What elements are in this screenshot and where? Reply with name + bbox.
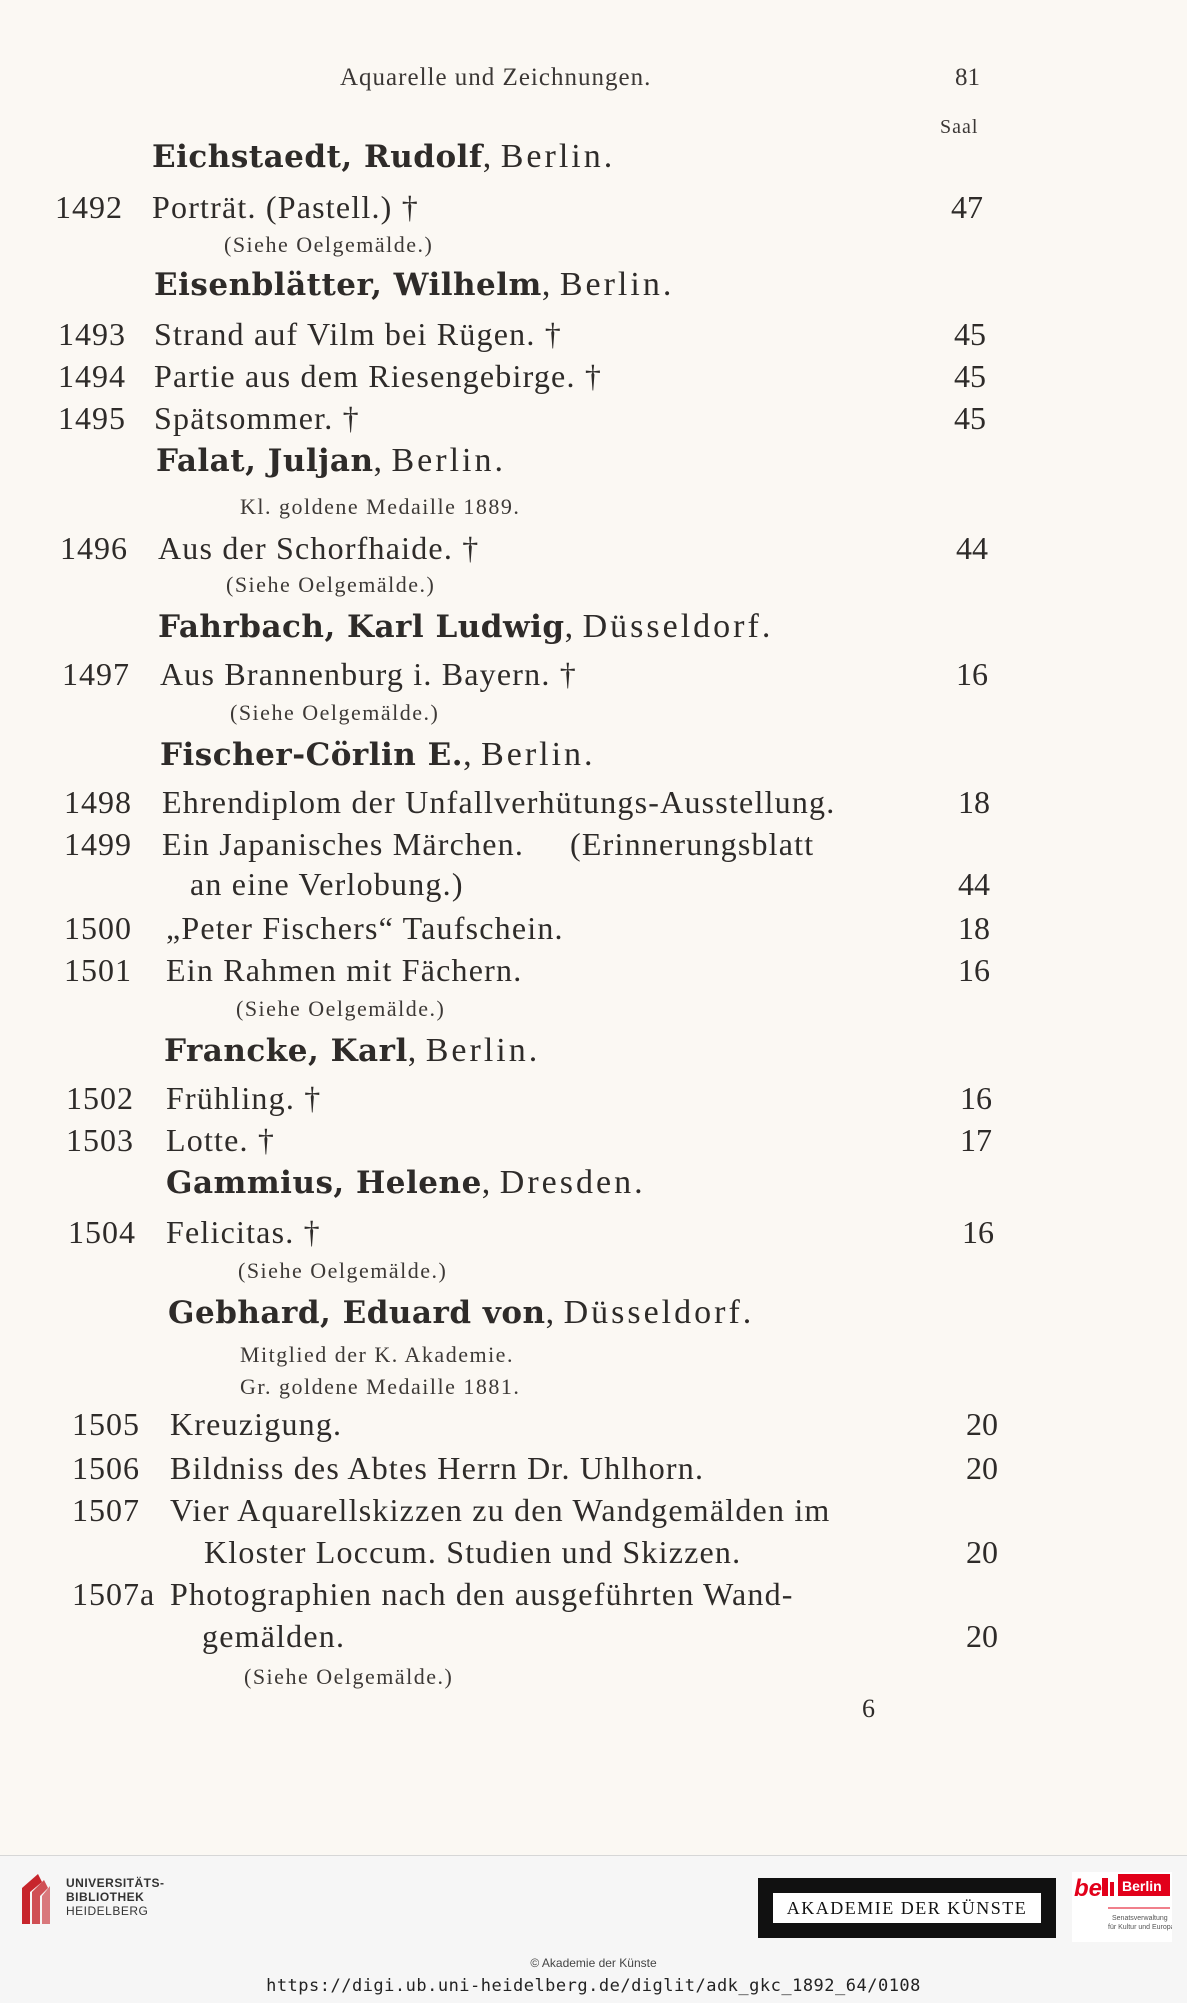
entry-saal: 17 <box>960 1122 992 1158</box>
entry-note: (Siehe Oelgemälde.) <box>224 232 434 257</box>
artist-separator: , <box>373 442 392 479</box>
entry-note: (Siehe Oelgemälde.) <box>244 1664 454 1689</box>
entry-number: 1507 <box>72 1492 140 1528</box>
artist-name: Eisenblätter, Wilhelm <box>154 267 542 303</box>
artist-city: Berlin. <box>481 736 596 773</box>
entry-saal: 16 <box>960 1080 992 1116</box>
artist-city: Berlin. <box>425 1032 541 1069</box>
entry-saal: 20 <box>966 1618 998 1654</box>
entry-title: Lotte. † <box>166 1122 276 1158</box>
akademie-der-kuenste-logo[interactable] <box>758 1878 1056 1938</box>
entry-note: (Siehe Oelgemälde.) <box>230 700 440 725</box>
entry-title: Aus Brannenburg i. Bayern. † <box>160 656 577 692</box>
entry-title: Spätsommer. † <box>154 400 360 436</box>
entry-saal: 16 <box>962 1214 994 1250</box>
svg-text:Senatsverwaltung: Senatsverwaltung <box>1112 1915 1168 1922</box>
artist-separator: , <box>481 1164 500 1201</box>
entry-title: Felicitas. † <box>166 1214 321 1250</box>
entry-saal: 20 <box>966 1450 998 1486</box>
artist-name: Fahrbach, Karl Ludwig <box>158 609 565 645</box>
entry-note: (Siehe Oelgemälde.) <box>226 572 436 597</box>
entry-saal: 20 <box>966 1534 998 1570</box>
artist-city: Düsseldorf. <box>582 608 774 645</box>
entry-number: 1492 <box>55 189 123 225</box>
signature-mark: 6 <box>862 1694 875 1723</box>
ub-heidelberg-wordmark[interactable] <box>66 1876 165 1918</box>
entry-saal: 20 <box>966 1406 998 1442</box>
entry-title-continued: an eine Verlobung.) <box>190 866 464 902</box>
artist-separator: , <box>541 266 560 303</box>
entry-number: 1499 <box>64 826 132 862</box>
entry-number: 1496 <box>60 530 128 566</box>
entry-title: „Peter Fischers“ Taufschein. <box>166 910 564 946</box>
entry-number: 1504 <box>68 1214 136 1250</box>
entry-title-continued: Kloster Loccum. Studien und Skizzen. <box>204 1534 742 1570</box>
permalink-url[interactable]: https://digi.ub.uni-heidelberg.de/diglit/adk_gkc_1892_64/0108 <box>266 1976 921 1996</box>
entry-saal: 45 <box>954 358 986 394</box>
entry-number: 1501 <box>64 952 132 988</box>
artist-heading <box>154 266 674 304</box>
entry-title: Porträt. (Pastell.) † <box>152 189 419 225</box>
artist-heading <box>166 1164 646 1202</box>
artist-name: Eichstaedt, Rudolf <box>152 139 483 175</box>
artist-heading <box>160 736 596 774</box>
entry-number: 1497 <box>62 656 130 692</box>
artist-city: Dresden. <box>499 1164 646 1201</box>
entry-number: 1505 <box>72 1406 140 1442</box>
artist-separator: , <box>564 608 583 645</box>
entry-number: 1503 <box>66 1122 134 1158</box>
entry-number: 1493 <box>58 316 126 352</box>
artist-name: Gammius, Helene <box>166 1165 482 1201</box>
entry-saal: 18 <box>958 784 990 820</box>
ub-heidelberg-logo-icon <box>14 1870 58 1928</box>
entry-note: Kl. goldene Medaille 1889. <box>240 494 521 519</box>
entry-title: Photographien nach den ausgeführten Wand- <box>170 1576 794 1612</box>
page-number: 81 <box>955 64 980 91</box>
ub-line-2: BIBLIOTHEK <box>66 1890 145 1904</box>
berlin-senat-logo[interactable] <box>1072 1872 1172 1942</box>
viewer-footer <box>0 1855 1187 2003</box>
entry-saal: 16 <box>956 656 988 692</box>
artist-city: Berlin. <box>500 138 616 175</box>
artist-city: Berlin. <box>391 442 506 479</box>
entry-number: 1506 <box>72 1450 140 1486</box>
artist-city: Düsseldorf. <box>563 1294 755 1331</box>
entry-title: Bildniss des Abtes Herrn Dr. Uhlhorn. <box>170 1450 705 1486</box>
artist-separator: , <box>482 138 501 175</box>
artist-name: Francke, Karl <box>164 1033 408 1069</box>
artist-name: Fischer-Cörlin E. <box>160 737 464 773</box>
entry-title: Ehrendiplom der Unfallverhütungs-Ausstellung. <box>162 784 836 820</box>
entry-note: Gr. goldene Medaille 1881. <box>240 1374 521 1399</box>
artist-heading <box>164 1032 540 1070</box>
entry-title: Vier Aquarellskizzen zu den Wandgemälden im <box>170 1492 831 1528</box>
entry-number: 1494 <box>58 358 126 394</box>
svg-text:Berlin: Berlin <box>1122 1878 1162 1894</box>
artist-name: Falat, Juljan <box>156 443 374 479</box>
running-head: Aquarelle und Zeichnungen. <box>340 64 652 91</box>
artist-heading <box>156 442 506 480</box>
entry-saal: 44 <box>956 530 988 566</box>
entry-title: Kreuzigung. <box>170 1406 343 1442</box>
svg-text:für Kultur und Europa: für Kultur und Europa <box>1108 1924 1172 1931</box>
artist-heading <box>158 608 773 646</box>
ub-line-1: UNIVERSITÄTS- <box>66 1876 165 1890</box>
artist-heading <box>152 138 615 176</box>
entry-title: Strand auf Vilm bei Rügen. † <box>154 316 562 352</box>
entry-title-continued: gemälden. <box>202 1618 346 1654</box>
artist-separator: , <box>407 1032 426 1069</box>
adk-label: AKADEMIE DER KÜNSTE <box>773 1893 1041 1923</box>
svg-text:be: be <box>1074 1875 1103 1902</box>
entry-title: Ein Japanisches Märchen. (Erinnerungsblatt <box>162 826 815 862</box>
entry-note: (Siehe Oelgemälde.) <box>238 1258 448 1283</box>
entry-number: 1500 <box>64 910 132 946</box>
saal-column-label: Saal <box>940 116 979 138</box>
entry-saal: 47 <box>951 189 983 225</box>
artist-city: Berlin. <box>559 266 675 303</box>
entry-note: (Siehe Oelgemälde.) <box>236 996 446 1021</box>
entry-saal: 18 <box>958 910 990 946</box>
artist-separator: , <box>545 1294 564 1331</box>
entry-saal: 44 <box>958 866 990 902</box>
entry-saal: 45 <box>954 316 986 352</box>
berlin-logo-icon <box>1072 1872 1172 1942</box>
entry-title: Aus der Schorfhaide. † <box>158 530 480 566</box>
artist-separator: , <box>463 736 482 773</box>
entry-title: Partie aus dem Riesengebirge. † <box>154 358 603 394</box>
entry-number: 1495 <box>58 400 126 436</box>
entry-title: Ein Rahmen mit Fächern. <box>166 952 523 988</box>
artist-name: Gebhard, Eduard von <box>168 1295 546 1331</box>
copyright-notice: © Akademie der Künste <box>530 1956 657 1970</box>
ub-line-3: HEIDELBERG <box>66 1904 149 1918</box>
artist-heading <box>168 1294 754 1332</box>
entry-note: Mitglied der K. Akademie. <box>240 1342 514 1367</box>
entry-number: 1502 <box>66 1080 134 1116</box>
entry-saal: 45 <box>954 400 986 436</box>
entry-number: 1507a <box>72 1576 156 1612</box>
entry-title: Frühling. † <box>166 1080 322 1116</box>
entry-number: 1498 <box>64 784 132 820</box>
entry-saal: 16 <box>958 952 990 988</box>
